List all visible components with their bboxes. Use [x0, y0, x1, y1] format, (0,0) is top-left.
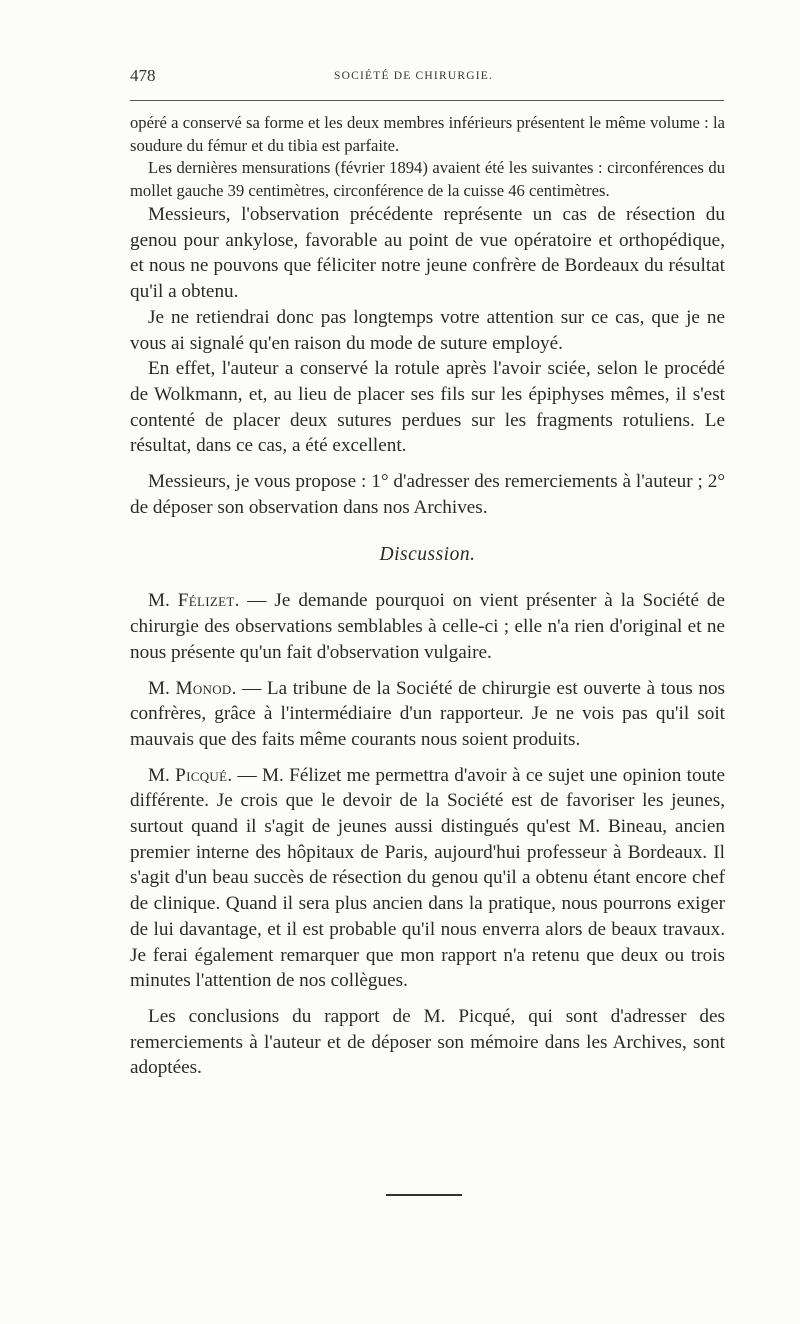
- speaker-name: Félizet: [177, 590, 235, 612]
- running-head: SOCIÉTÉ DE CHIRURGIE.: [334, 70, 494, 82]
- paragraph: En effet, l'auteur a conservé la rotule après l'avoir sciée, selon le procédé de Wolkmann, et, au lieu de placer ses fils sur les épiphyses mêmes, il s'est contenté de placer deux sutures perdues sur les fragments rotuliens. Le résultat, dans ce cas, a été excellent.: [130, 358, 725, 457]
- observation-end: [130, 112, 725, 202]
- paragraph: Messieurs, je vous propose : 1° d'adresser des remerciements à l'auteur ; 2° de déposer son observation dans nos Archives.: [130, 471, 725, 518]
- header-rule: [130, 100, 724, 101]
- paragraph: Je ne retiendrai donc pas longtemps votre attention sur ce cas, que je ne vous ai signalé qu'en raison du mode de suture employé.: [130, 306, 725, 354]
- speaker-picque: M. Picqué. — M. Félizet me permettra d'avoir à ce sujet une opinion toute différente. Je crois que le devoir de la Société est de favoriser les jeunes, surtout quand il s'agit de jeunes aussi distingués qu'est M. Bineau, ancien premier interne des hôpitaux de Paris, aujourd'hui professeur à Bordeaux. Il s'agit d'un beau succès de résection du genou qu'il a obtenu étant encore chef de clinique. Quand il sera plus ancien dans la pratique, nous pourrons exiger de lui davantage, et il est probable qu'il nous enverra alors de beaux travaux. Je ferai également remarquer que mon rapport n'a retenu que deux ou trois minutes l'attention de nos collègues.: [130, 764, 726, 992]
- page-header: [130, 66, 724, 92]
- speaker-name: Monod: [175, 677, 232, 699]
- discussion-text: [130, 588, 725, 1081]
- speech-text: Je demande pourquoi on vient présenter à la Société de chirurgie des observations semblables à celle-ci ; elle n'a rien d'original et ne nous présente qu'un fait d'observation vulgaire.: [130, 590, 726, 663]
- paragraph: Les dernières mensurations (février 1894) avaient été les suivantes : circonférences du mollet gauche 39 centimètres, circonférence de la cuisse 46 centimètres.: [130, 158, 725, 200]
- speaker-name: Picqué: [175, 764, 228, 786]
- speaker-monod: M. Monod. — La tribune de la Société de chirurgie est ouverte à tous nos confrères, grâce à l'intermédiaire d'un rapporteur. Je ne vois pas qu'il soit mauvais que des faits même courants nous soient produits.: [130, 677, 726, 750]
- page-number: 478: [130, 66, 156, 85]
- speech-text: M. Félizet me permettra d'avoir à ce sujet une opinion toute différente. Je crois que le devoir de la Société est de favoriser les jeunes, surtout quand il s'agit de jeunes aussi distingués qu'est M. Bineau, ancien premier interne des hôpitaux de Paris, aujourd'hui professeur à Bordeaux. Il s'agit d'un beau succès de résection du genou qu'il a obtenu étant encore chef de clinique. Quand il sera plus ancien dans la pratique, nous pourrons exiger de lui davantage, et il est probable qu'il nous enverra alors de beaux travaux. Je ferai également remarquer que mon rapport n'a retenu que deux ou trois minutes l'attention de nos collègues.: [130, 764, 726, 992]
- end-rule: [386, 1194, 462, 1196]
- paragraph: Messieurs, l'observation précédente représente un cas de résection du genou pour ankylose, favorable au point de vue opératoire et orthopédique, et nous ne pouvons que féliciter notre jeune confrère de Bordeaux du résultat qu'il a obtenu.: [130, 204, 725, 303]
- conclusion-paragraph: Les conclusions du rapport de M. Picqué, qui sont d'adresser des remerciements à l'auteur et de déposer son mémoire dans les Archives, sont adoptées.: [130, 1005, 725, 1079]
- speech-text: La tribune de la Société de chirurgie est ouverte à tous nos confrères, grâce à l'intermédiaire d'un rapporteur. Je ne vois pas qu'il soit mauvais que des faits même courants nous soient produits.: [130, 677, 726, 750]
- paragraph: opéré a conservé sa forme et les deux membres inférieurs présentent le même volume : la soudure du fémur et du tibia est parfaite.: [130, 113, 725, 155]
- report-text: [130, 202, 725, 520]
- page-body: [130, 112, 725, 1081]
- section-title: Discussion.: [379, 544, 476, 566]
- speaker-felizet: M. Félizet. — Je demande pourquoi on vient présenter à la Société de chirurgie des observations semblables à celle-ci ; elle n'a rien d'original et ne nous présente qu'un fait d'observation vulgaire.: [130, 590, 726, 663]
